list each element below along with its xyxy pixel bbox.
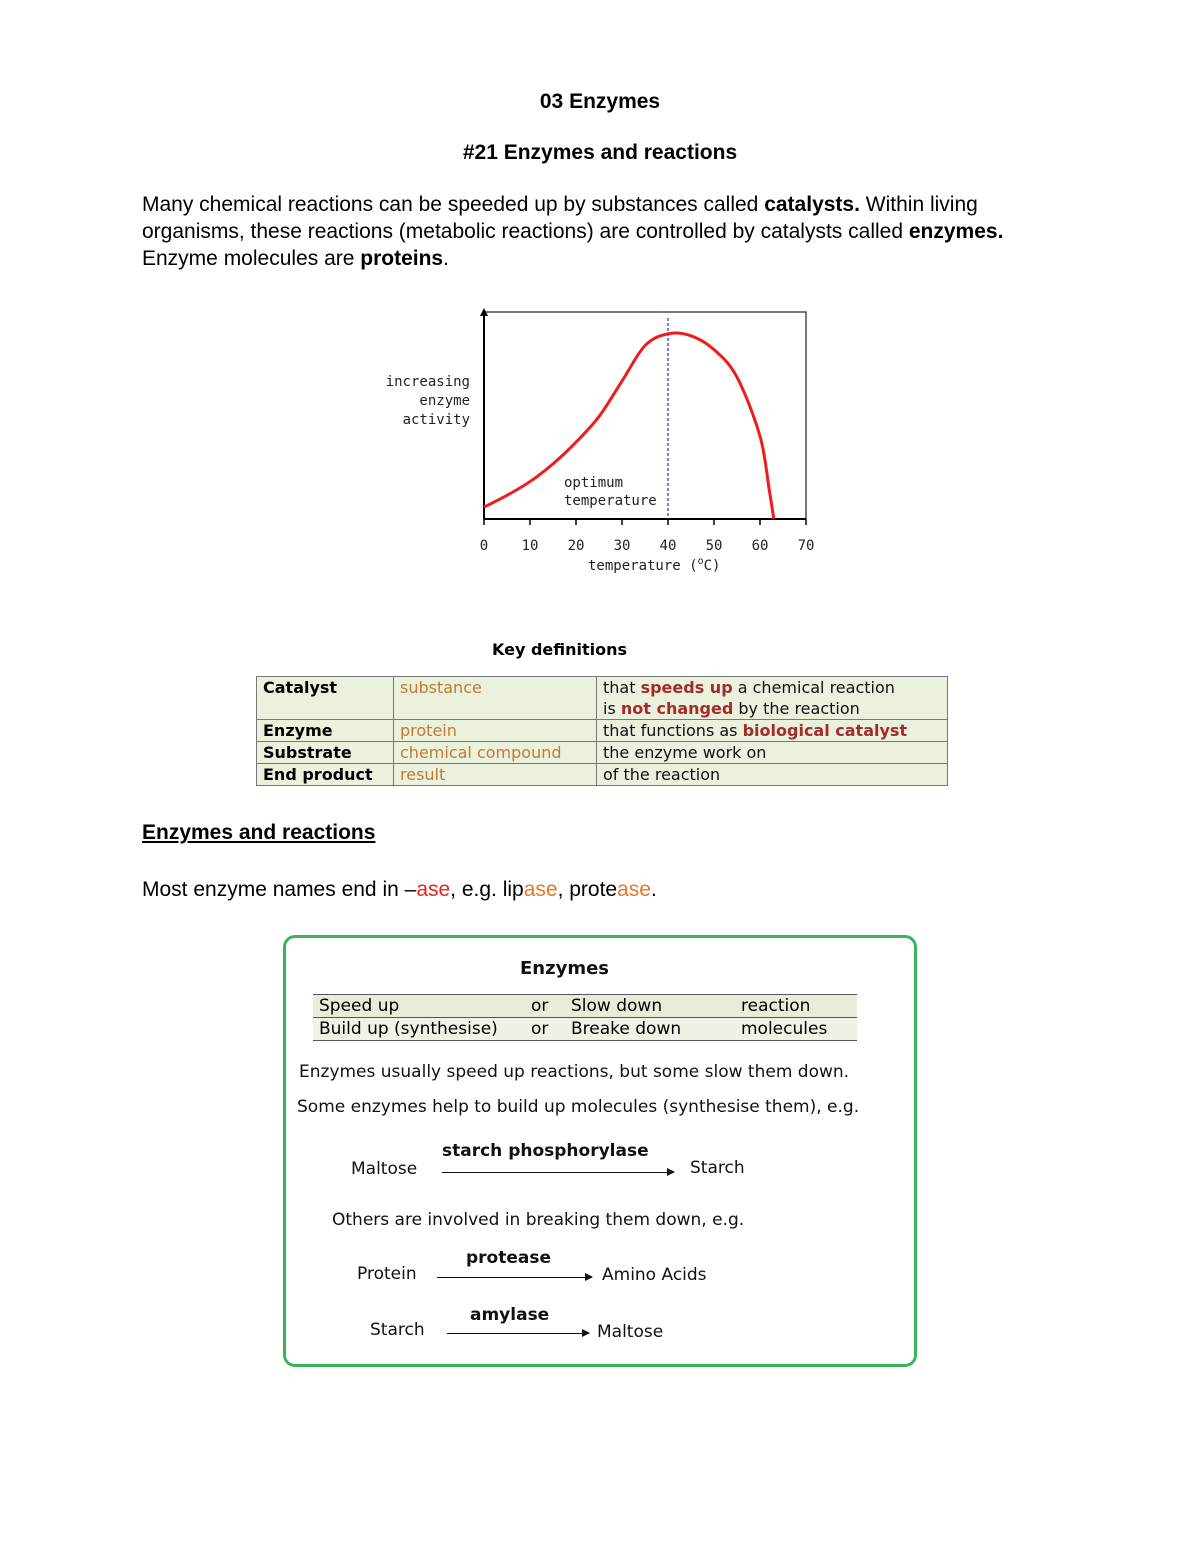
- reaction-1-product: Starch: [690, 1158, 745, 1178]
- box-line-2: Some enzymes help to build up molecules (synthesise them), e.g.: [297, 1097, 860, 1117]
- reaction-2-substrate: Protein: [357, 1264, 417, 1284]
- optimum-label-line-1: optimum: [564, 475, 624, 491]
- enzymes-box-title: Enzymes: [520, 958, 609, 979]
- table-cell: Breake down: [565, 1018, 735, 1041]
- section-heading: Enzymes and reactions: [142, 821, 376, 844]
- enzyme-activity-graph: [370, 300, 830, 590]
- table-cell: molecules: [735, 1018, 857, 1041]
- key-definitions-title: Key definitions: [492, 640, 628, 659]
- table-row: [257, 742, 948, 764]
- term-cell: Catalyst: [257, 677, 394, 720]
- table-cell: Slow down: [565, 995, 735, 1018]
- table-cell: Build up (synthesise): [313, 1018, 525, 1041]
- def-cell: substance: [394, 677, 597, 720]
- table-cell: or: [525, 995, 565, 1018]
- key-definitions-table: [256, 676, 948, 786]
- reaction-3-product: Maltose: [597, 1322, 664, 1342]
- table-row: [313, 1018, 857, 1041]
- term-cell: Substrate: [257, 742, 394, 764]
- y-label-line-3: activity: [402, 412, 470, 428]
- x-tick-label: 10: [521, 538, 539, 554]
- x-tick-label: 20: [567, 538, 585, 554]
- reaction-1-arrow: [442, 1172, 674, 1173]
- def-cell: chemical compound: [394, 742, 597, 764]
- intro-text-4: .: [443, 247, 449, 270]
- page-subtitle: #21 Enzymes and reactions: [462, 141, 738, 164]
- reaction-2-arrow: [437, 1277, 592, 1278]
- ase-sentence: Most enzyme names end in –ase, e.g. lipase, protease.: [142, 878, 657, 901]
- desc-cell: of the reaction: [597, 764, 948, 786]
- box-line-3: Others are involved in breaking them down, e.g.: [332, 1210, 745, 1230]
- optimum-label-line-2: temperature: [564, 493, 657, 509]
- x-tick-label: 30: [613, 538, 631, 554]
- intro-bold-enzymes: enzymes.: [908, 220, 1004, 243]
- box-line-1: Enzymes usually speed up reactions, but some slow them down.: [299, 1062, 850, 1082]
- table-cell: or: [525, 1018, 565, 1041]
- table-row: [257, 720, 948, 742]
- x-tick-label: 70: [797, 538, 815, 554]
- reaction-3-substrate: Starch: [370, 1320, 425, 1340]
- intro-text-3: Enzyme molecules are: [142, 247, 361, 270]
- reaction-1-enzyme: starch phosphorylase: [442, 1141, 649, 1161]
- x-tick-label: 60: [751, 538, 769, 554]
- activity-curve: [484, 333, 774, 519]
- desc-cell: that functions as biological catalyst: [597, 720, 948, 742]
- intro-paragraph: [142, 191, 1042, 272]
- table-row: [313, 995, 857, 1018]
- page-title: 03 Enzymes: [539, 90, 661, 113]
- intro-bold-catalysts: catalysts.: [764, 193, 860, 216]
- def-cell: result: [394, 764, 597, 786]
- reaction-2-product: Amino Acids: [602, 1265, 707, 1285]
- table-row: [257, 677, 948, 720]
- intro-text-2: Within living organisms, these reactions (metabolic reactions) are controlled by catalysts called: [142, 193, 978, 243]
- reaction-3-enzyme: amylase: [470, 1305, 550, 1325]
- desc-cell: the enzyme work on: [597, 742, 948, 764]
- reaction-3-arrow: [447, 1333, 589, 1334]
- desc-cell: that speeds up a chemical reaction is not changed by the reaction: [597, 677, 948, 720]
- plot-frame: [484, 312, 806, 519]
- x-tick-label: 40: [659, 538, 677, 554]
- term-cell: End product: [257, 764, 394, 786]
- def-cell: protein: [394, 720, 597, 742]
- enzymes-table: [313, 994, 857, 1041]
- table-cell: reaction: [735, 995, 857, 1018]
- y-label-line-2: enzyme: [419, 393, 470, 409]
- intro-text-1: Many chemical reactions can be speeded up by substances called: [142, 193, 765, 216]
- term-cell: Enzyme: [257, 720, 394, 742]
- reaction-2-enzyme: protease: [466, 1248, 552, 1268]
- y-label-line-1: increasing: [385, 374, 470, 390]
- x-tick-label: 50: [705, 538, 723, 554]
- table-row: [257, 764, 948, 786]
- reaction-1-substrate: Maltose: [351, 1159, 418, 1179]
- x-ticks: [480, 519, 815, 554]
- intro-bold-proteins: proteins: [360, 247, 444, 270]
- x-tick-label: 0: [479, 538, 489, 554]
- x-axis-label: temperature ($^o$C): [588, 556, 721, 574]
- table-cell: Speed up: [313, 995, 525, 1018]
